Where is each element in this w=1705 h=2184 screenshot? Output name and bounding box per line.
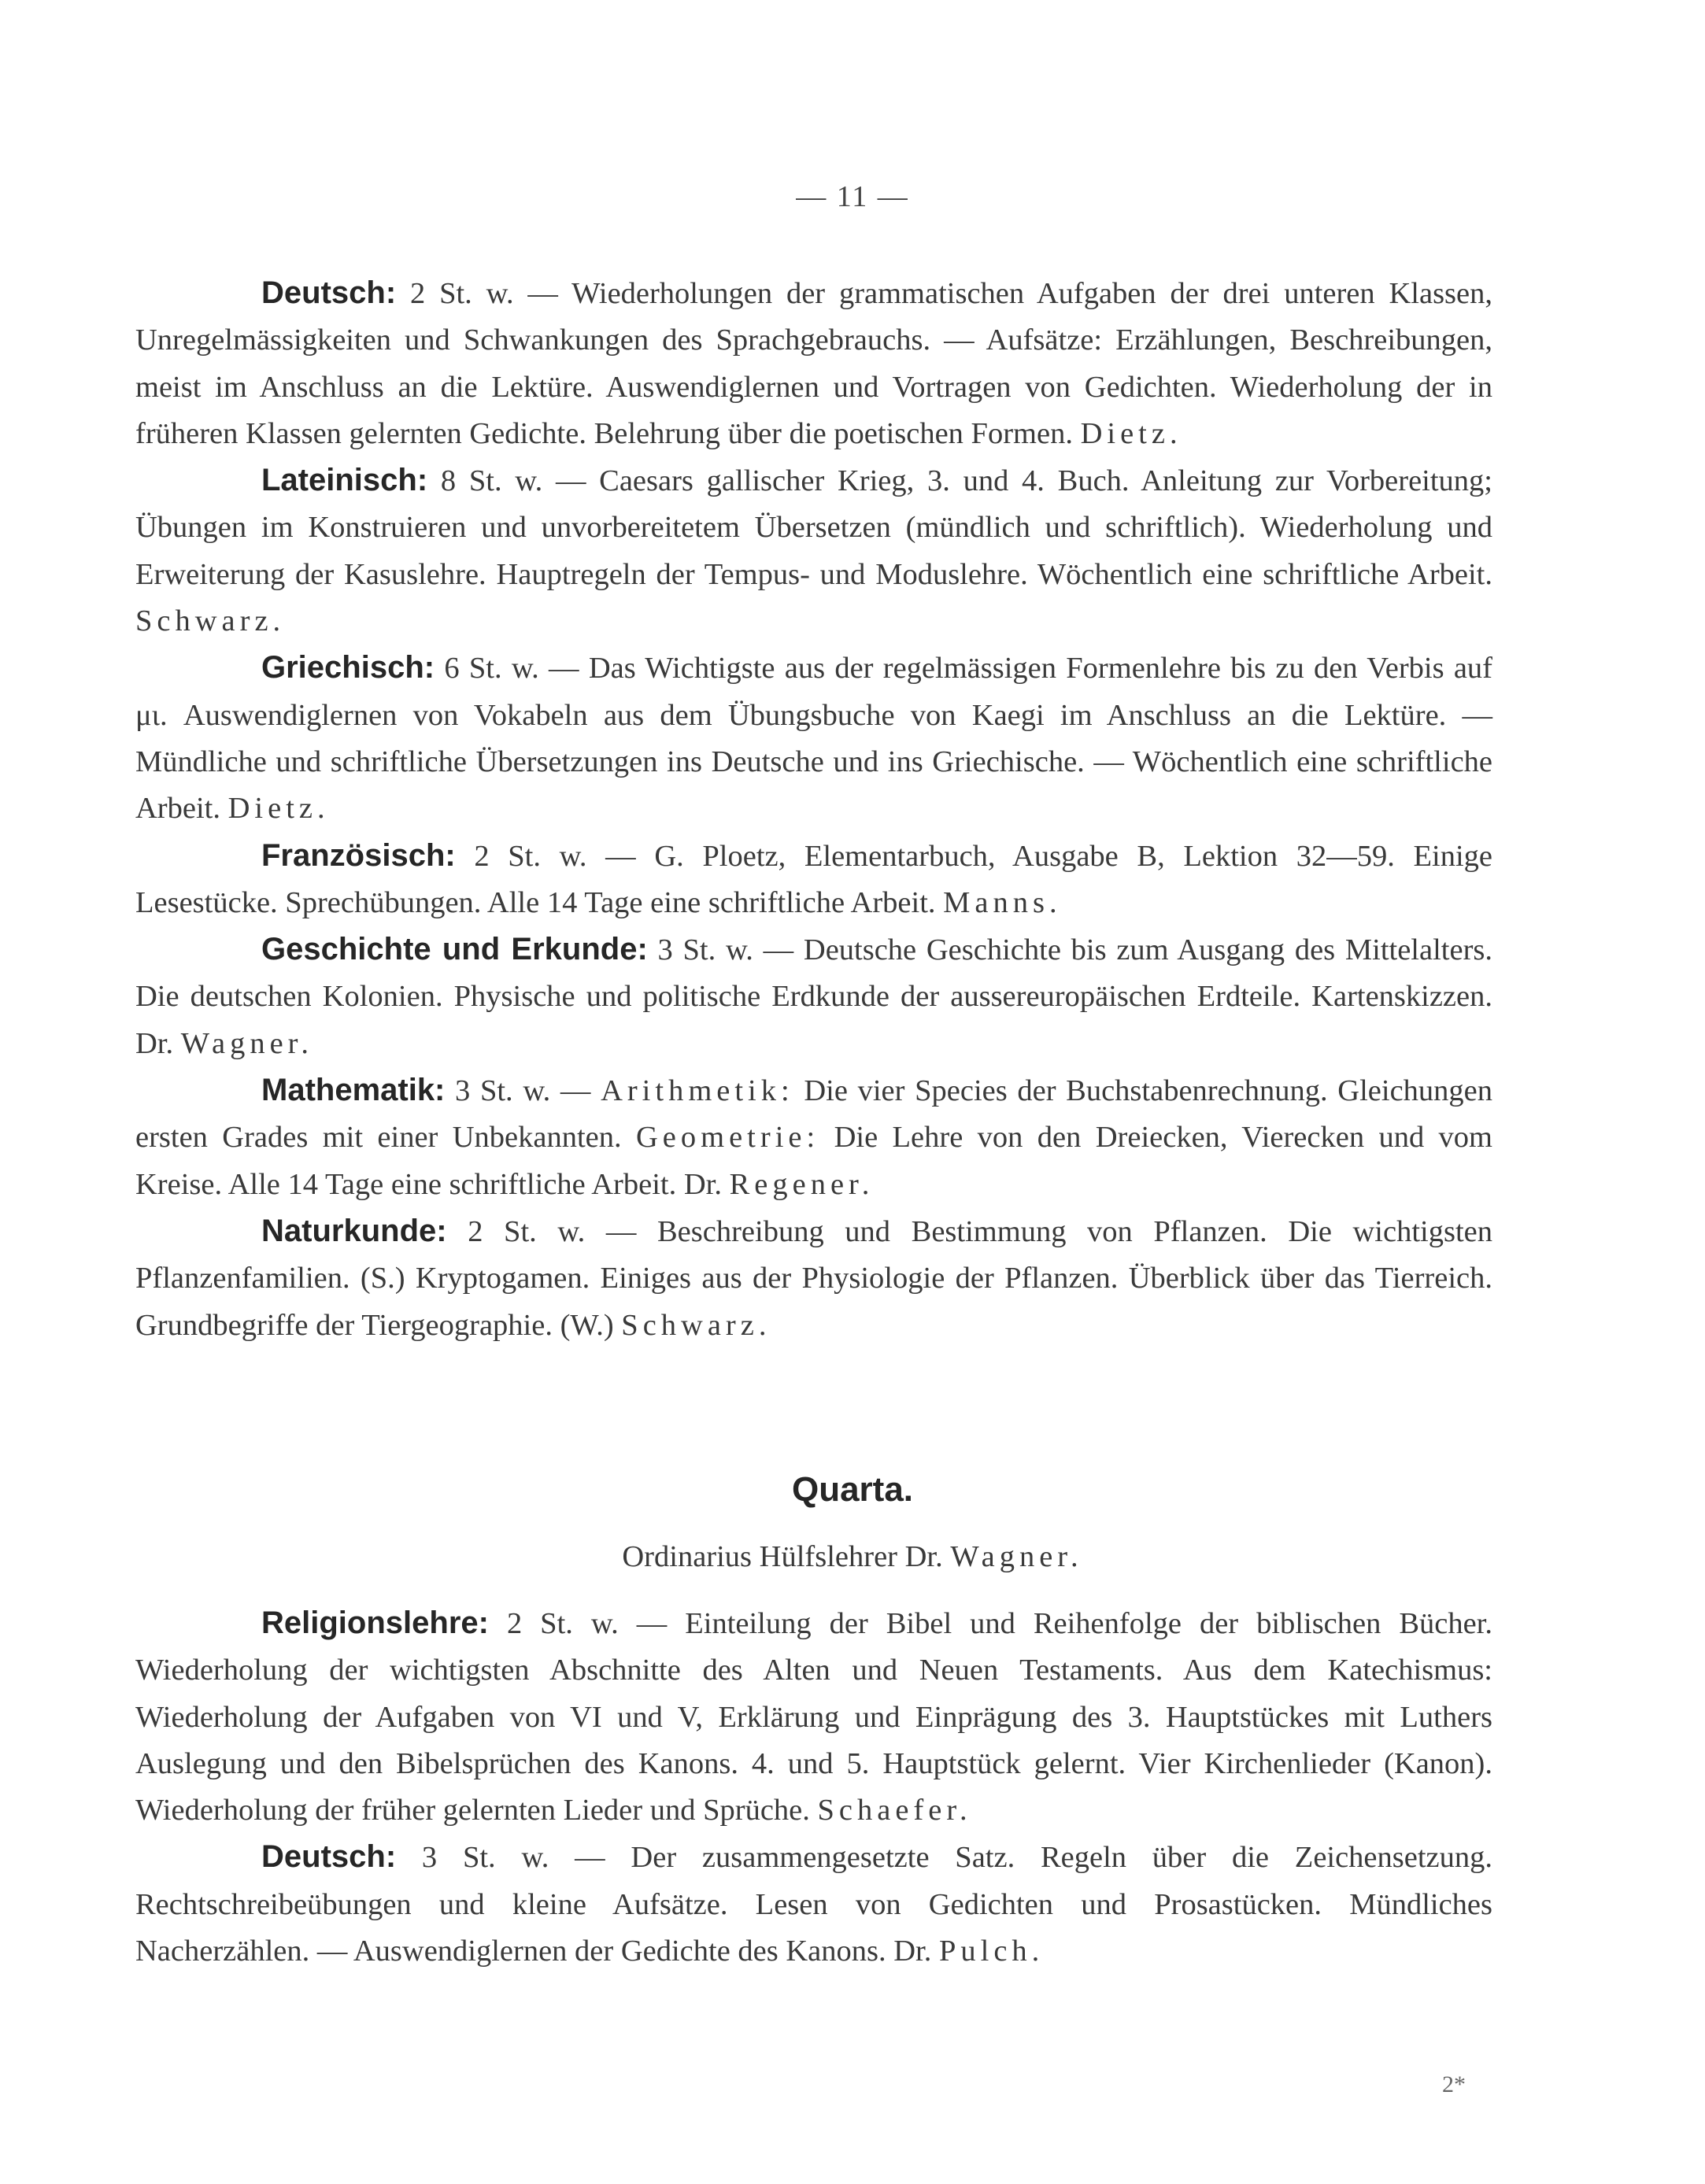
- subject-heading: Deutsch:: [261, 1839, 397, 1875]
- subject-heading: Naturkunde:: [261, 1213, 447, 1248]
- paragraph-text: 8 St. w. — Caesars gallischer Krieg, 3. und 4. Buch. Anleitung zur Vorbereitung; Übungen im Konstruieren und unvorbereitetem Übersetzen (mündlich und schriftlich). Wiederholung und Erweiterung der Kasuslehre. Hauptregeln der Tempus- und Moduslehre. Wöchentlich eine schriftliche Arbeit.: [135, 464, 1492, 591]
- class-heading: Quarta.: [791, 1470, 914, 1509]
- subject-heading: Religionslehre:: [261, 1606, 489, 1640]
- section-upper: [135, 270, 1492, 1349]
- teacher-name: Manns.: [943, 885, 1062, 919]
- paragraph-text: 3 St. w. — Der zusammengesetzte Satz. Regeln über die Zeichensetzung. Rechtschreibeübungen und kleine Aufsätze. Lesen von Gedichten und Prosastücken. Mündliches Nacherzählen. — Auswendiglernen der Gedichte des Kanons. Dr.: [135, 1841, 1493, 1968]
- ordinarius-line: [0, 1539, 1705, 1574]
- paragraph-deutsch-quarta: [135, 1834, 1492, 1975]
- paragraph-griechisch: [135, 645, 1492, 832]
- teacher-name: Schaefer.: [817, 1794, 972, 1827]
- subject-heading: Französisch:: [261, 837, 456, 873]
- section-quarta: [135, 1600, 1492, 1975]
- teacher-name: Pulch.: [938, 1935, 1045, 1968]
- paragraph-text: Die vier Species der Buchstabenrechnung. Gleichungen ersten Grades mit einer Unbekannten.: [135, 1074, 1493, 1155]
- teacher-name: Schwarz.: [135, 604, 286, 638]
- paragraph-text: 6 St. w. — Das Wichtigste aus der regelmässigen Formenlehre bis zu den Verbis auf μι. Auswendiglernen von Vokabeln aus dem Übungsbuche von Kaegi im Anschluss an die Lektüre. — Mündliche und schriftliche Übersetzungen ins Deutsche und ins Griechische. — Wöchentlich eine schriftliche Arbeit.: [135, 652, 1492, 826]
- subject-heading: Lateinisch:: [261, 463, 428, 498]
- page-number: — 11 —: [796, 180, 909, 213]
- subject-heading: Geschichte und Erkunde:: [261, 932, 648, 967]
- teacher-name: Wagner.: [950, 1540, 1083, 1573]
- paragraph-text: 2 St. w. — Wiederholungen der grammatischen Aufgaben der drei unteren Klassen, Unregelmässigkeiten und Schwankungen des Sprachgebrauchs. — Aufsätze: Erzählungen, Beschreibungen, meist im Anschluss an die Lektüre. Auswendiglernen und Vortragen von Gedichten. Wiederholung der in früheren Klassen gelernten Gedichte. Belehrung über die poetischen Formen.: [135, 277, 1492, 450]
- paragraph-mathematik: [135, 1067, 1492, 1208]
- ordinarius-text: Ordinarius Hülfslehrer Dr.: [622, 1540, 943, 1573]
- signature-mark: 2*: [1442, 2071, 1466, 2097]
- teacher-name: Dietz.: [1080, 416, 1182, 450]
- subject-heading: Mathematik:: [261, 1073, 446, 1108]
- paragraph-text: 2 St. w. — Einteilung der Bibel und Reihenfolge der biblischen Bücher. Wiederholung der wichtigsten Abschnitte des Alten und Neuen Testaments. Aus dem Katechismus: Wiederholung der Aufgaben von VI und V, Erklärung und Einprägung des 3. Hauptstückes mit Luthers Auslegung und den Bibelsprüchen des Kanons. 4. und 5. Hauptstück gelernt. Vier Kirchenlieder (Kanon). Wiederholung der früher gelernten Lieder und Sprüche.: [135, 1607, 1493, 1827]
- paragraph-religionslehre: [135, 1600, 1492, 1834]
- paragraph-geschichte: [135, 926, 1492, 1067]
- paragraph-deutsch: [135, 270, 1492, 457]
- paragraph-lateinisch: [135, 457, 1492, 645]
- paragraph-text: 2 St. w. — G. Ploetz, Elementarbuch, Ausgabe B, Lektion 32—59. Einige Lesestücke. Sprechübungen. Alle 14 Tage eine schriftliche Arbeit.: [135, 839, 1492, 919]
- teacher-name: Regener.: [729, 1167, 875, 1201]
- subject-heading: Deutsch:: [261, 275, 397, 310]
- paragraph-text: 2 St. w. — Beschreibung und Bestimmung von Pflanzen. Die wichtigsten Pflanzenfamilien. (S.) Kryptogamen. Einiges aus der Physiologie der Pflanzen. Überblick über das Tierreich. Grundbegriffe der Tiergeographie. (W.): [135, 1214, 1493, 1342]
- teacher-name: Wagner.: [180, 1026, 314, 1060]
- teacher-name: Dietz.: [227, 792, 330, 826]
- teacher-name: Schwarz.: [621, 1308, 771, 1342]
- paragraph-text: Die Lehre von den Dreiecken, Vierecken und vom Kreise. Alle 14 Tage eine schriftliche Arbeit. Dr.: [135, 1121, 1493, 1201]
- subject-heading: Griechisch:: [261, 650, 435, 686]
- paragraph-text: 3 St. w. —: [455, 1074, 591, 1108]
- paragraph-franzoesisch: [135, 833, 1492, 927]
- paragraph-text: 3 St. w. — Deutsche Geschichte bis zum Ausgang des Mittelalters. Die deutschen Kolonien. Physische und politische Erdkunde der aussereuropäischen Erdteile. Kartenskizzen. Dr.: [135, 933, 1492, 1060]
- topic-term: Arithmetik:: [601, 1074, 794, 1108]
- topic-term: Geometrie:: [636, 1121, 820, 1155]
- paragraph-naturkunde: [135, 1208, 1492, 1349]
